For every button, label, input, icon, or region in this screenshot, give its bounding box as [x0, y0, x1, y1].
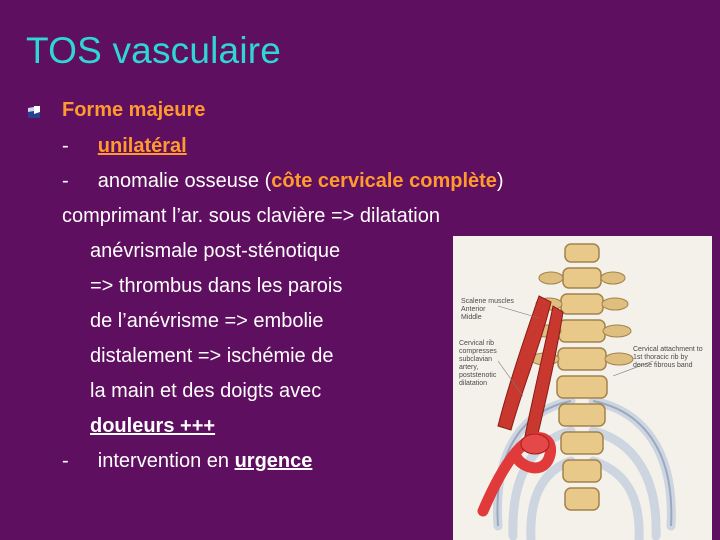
- item-urgence: urgence: [234, 450, 313, 472]
- text-line: comprimant l’ar. sous clavière => dilatation: [62, 205, 440, 227]
- label-cervical-rib: Cervical rib compresses subclavian artery, poststenotic dilatation: [459, 340, 497, 387]
- bullet-icon: [28, 106, 40, 118]
- dash: -: [62, 135, 69, 157]
- text-line: distalement => ischémie de: [90, 345, 334, 367]
- label-scalene: Scalene muscles Anterior Middle: [461, 298, 514, 321]
- text-douleurs: douleurs +++: [90, 415, 216, 437]
- text-line: anévrismale post-sténotique: [90, 240, 341, 262]
- item-intervention: intervention en: [97, 450, 235, 472]
- anatomy-illustration: [453, 236, 712, 540]
- list-item: [62, 449, 312, 473]
- list-item: [62, 169, 504, 193]
- text-line: de l’anévrisme => embolie: [90, 310, 324, 332]
- bullet-heading: Forme majeure: [62, 99, 206, 121]
- list-item: [62, 134, 187, 158]
- slide-title: TOS vasculaire: [26, 30, 282, 71]
- item-unilateral: unilatéral: [97, 135, 187, 157]
- dash: -: [62, 450, 69, 472]
- text-line: la main et des doigts avec: [90, 380, 322, 402]
- text-line: => thrombus dans les parois: [90, 275, 343, 297]
- label-attachment: Cervical attachment to 1st thoracic rib by dense fibrous band: [633, 346, 703, 369]
- item-anomalie-close: ): [496, 170, 504, 192]
- item-cote-cervicale: côte cervicale complète: [271, 170, 497, 192]
- dash: -: [62, 170, 69, 192]
- cervical-spine-drawing: [453, 236, 712, 540]
- item-anomalie: anomalie osseuse (: [97, 170, 272, 192]
